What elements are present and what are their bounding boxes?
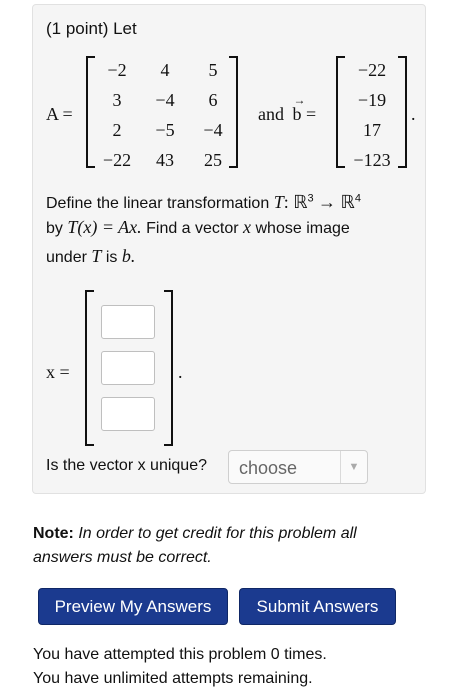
select-value: choose <box>239 458 298 478</box>
matrix-a-cell: 4 <box>160 59 170 80</box>
answer-input-x1[interactable] <box>101 305 155 339</box>
domain-text: : ℝ <box>283 192 308 212</box>
attempts-text: You have attempted this problem 0 times. <box>33 646 327 663</box>
definition-line-3 <box>46 246 135 267</box>
x-vector-right-bracket <box>164 290 173 446</box>
answer-input-x2[interactable] <box>101 351 155 385</box>
x-symbol: x <box>243 217 252 237</box>
matrix-a-cell: −4 <box>155 89 175 110</box>
problem-header: (1 point) Let <box>46 19 137 38</box>
t-symbol: T <box>273 192 284 212</box>
and-text: and <box>258 104 284 124</box>
t-symbol: T <box>91 246 102 266</box>
matrix-a-cell: 25 <box>204 149 222 170</box>
definition-line-2 <box>46 217 350 238</box>
preview-answers-button[interactable]: Preview My Answers <box>38 588 228 625</box>
is-text: is <box>105 249 118 266</box>
note-text-line2: answers must be correct. <box>33 549 212 566</box>
unique-question: Is the vector x unique? <box>46 457 207 474</box>
matrix-a-cell: 2 <box>112 119 122 140</box>
transformation-equation: T(x) = Ax. <box>67 217 142 237</box>
chevron-down-icon: ▼ <box>340 451 367 483</box>
matrix-a-cell: −4 <box>203 119 223 140</box>
matrix-a-label: A = <box>46 104 73 124</box>
b-symbol: b. <box>121 246 136 266</box>
whose-image-text: whose image <box>255 220 350 237</box>
vector-b-cell: −123 <box>353 149 391 170</box>
x-vector-left-bracket <box>85 290 94 446</box>
submit-answers-button[interactable]: Submit Answers <box>239 588 396 625</box>
period: . <box>178 362 183 382</box>
codomain-dim: 4 <box>354 192 361 205</box>
equals-sign: = <box>306 104 317 124</box>
and-b-label: and → b = <box>258 93 317 124</box>
answer-input-x3[interactable] <box>101 397 155 431</box>
b-symbol: b <box>292 104 302 124</box>
vector-b-cell: 17 <box>363 119 381 140</box>
codomain-text: → ℝ <box>318 192 355 212</box>
matrix-a <box>93 55 237 175</box>
matrix-a-cell: 43 <box>156 149 174 170</box>
vector-b-cell: −19 <box>357 89 387 110</box>
note-bold: Note: <box>33 525 74 542</box>
note <box>33 525 357 543</box>
matrix-a-cell: 5 <box>208 59 218 80</box>
under-text: under <box>46 249 87 266</box>
matrix-a-cell: 6 <box>208 89 218 110</box>
note-text-line1: In order to get credit for this problem all <box>78 525 357 542</box>
matrix-a-cell: −22 <box>102 149 132 170</box>
definition-line-1 <box>46 192 361 213</box>
vector-b-cell: −22 <box>357 59 387 80</box>
matrix-a-cell: −5 <box>155 119 175 140</box>
remaining-text: You have unlimited attempts remaining. <box>33 670 313 687</box>
matrix-a-cell: 3 <box>112 89 122 110</box>
matrix-a-cell: −2 <box>107 59 127 80</box>
period: . <box>411 104 416 124</box>
by-text: by <box>46 220 63 237</box>
find-text: Find a vector <box>146 220 239 237</box>
define-text: Define the linear transformation <box>46 195 270 212</box>
x-vector-label: x = <box>46 362 70 382</box>
vector-b <box>339 55 405 175</box>
domain-dim: 3 <box>307 192 314 205</box>
unique-select[interactable] <box>228 450 368 484</box>
